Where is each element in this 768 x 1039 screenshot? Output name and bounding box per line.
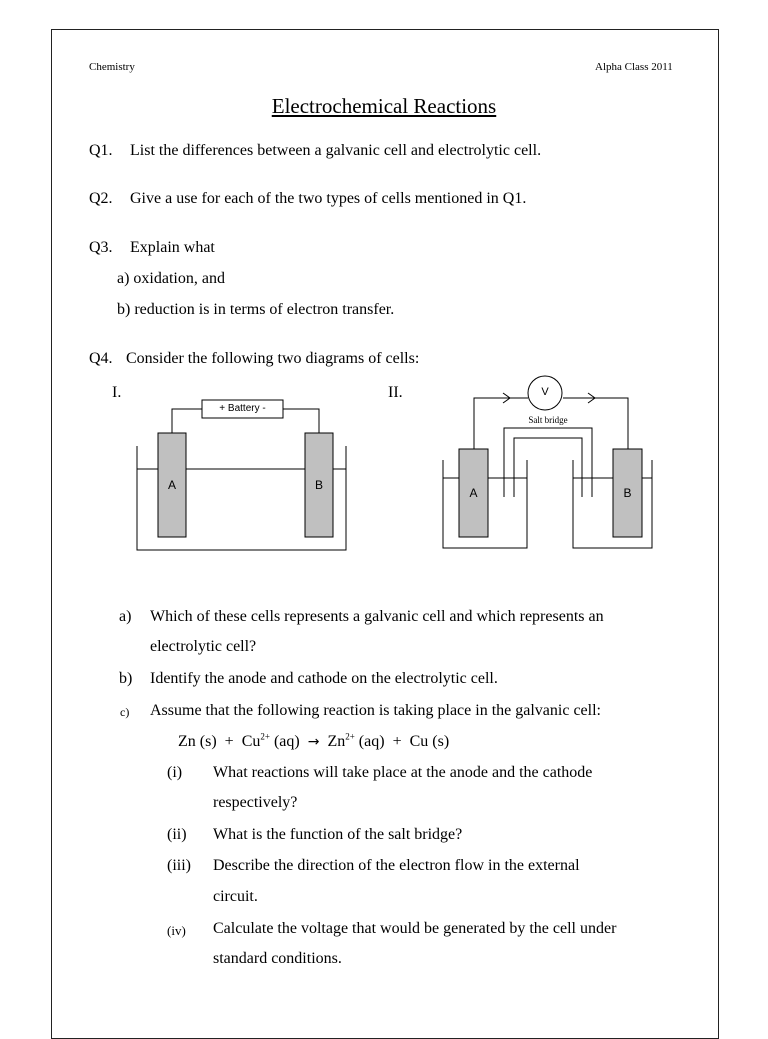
eq-plus-1: + xyxy=(224,733,234,750)
q4-text: Consider the following two diagrams of cells: xyxy=(126,350,420,367)
page-title: Electrochemical Reactions xyxy=(271,94,497,118)
reaction-equation xyxy=(178,733,449,751)
subpart-iii-line1: Describe the direction of the electron flow in the external xyxy=(213,857,580,874)
q2-number: Q2. xyxy=(89,190,113,207)
subpart-iii-line2: circuit. xyxy=(213,888,258,905)
q4-number: Q4. xyxy=(89,350,113,367)
salt-bridge-label: Salt bridge xyxy=(528,415,568,425)
subpart-ii-text: What is the function of the salt bridge? xyxy=(213,826,463,843)
diagram-1-wire-right xyxy=(283,409,319,433)
q2-text: Give a use for each of the two types of cells mentioned in Q1. xyxy=(130,190,527,207)
subpart-i-label: (i) xyxy=(167,764,183,781)
eq-zn-state: (aq) xyxy=(358,733,385,750)
subpart-i-line2: respectively? xyxy=(213,794,298,811)
eq-zn-ion: Zn xyxy=(327,733,346,750)
part-c-label: c) xyxy=(120,705,130,719)
part-a-label: a) xyxy=(119,608,132,625)
eq-cu-s: Cu (s) xyxy=(409,733,450,750)
eq-zn-charge: 2+ xyxy=(345,731,355,742)
electrode-a-label: A xyxy=(167,478,176,492)
part-b-label: b) xyxy=(119,670,133,687)
eq-zn: Zn (s) xyxy=(178,733,217,750)
subject-label: Chemistry xyxy=(89,61,135,73)
q1-text: List the differences between a galvanic cell and electrolytic cell. xyxy=(130,142,542,159)
eq-cu-state: (aq) xyxy=(273,733,300,750)
class-label: Alpha Class 2011 xyxy=(595,61,673,73)
q3-number: Q3. xyxy=(89,239,113,256)
part-a-line2: electrolytic cell? xyxy=(150,638,257,655)
part-c-text: Assume that the following reaction is taking place in the galvanic cell: xyxy=(150,702,601,719)
voltmeter-label: V xyxy=(541,386,549,398)
battery-label: + Battery - xyxy=(219,403,266,414)
diagram-1-electrolytic-cell xyxy=(137,400,346,550)
diagram-1-wire-left xyxy=(172,409,202,433)
eq-plus-2: + xyxy=(392,733,402,750)
galvanic-electrode-a-label: A xyxy=(469,486,478,500)
part-b-text: Identify the anode and cathode on the electrolytic cell. xyxy=(150,670,498,687)
subpart-iv-line2: standard conditions. xyxy=(213,950,342,967)
subpart-iv-line1: Calculate the voltage that would be generated by the cell under xyxy=(213,920,617,937)
galvanic-electrode-b-label: B xyxy=(623,486,632,500)
q3-text: Explain what xyxy=(130,239,215,256)
q1-number: Q1. xyxy=(89,142,113,159)
q3-part-a: a) oxidation, and xyxy=(117,270,225,287)
diagram-1-label: I. xyxy=(112,384,122,401)
electrode-b-label: B xyxy=(314,478,323,492)
eq-cu: Cu xyxy=(241,733,261,750)
diagram-2-galvanic-cell xyxy=(443,376,652,548)
subpart-iii-label: (iii) xyxy=(167,857,191,874)
subpart-i-line1: What reactions will take place at the anode and the cathode xyxy=(213,764,593,781)
diagram-2-salt-bridge-inner xyxy=(514,438,582,497)
reaction-arrow: → xyxy=(307,734,320,750)
eq-cu-charge: 2+ xyxy=(260,731,270,742)
diagram-2-label: II. xyxy=(388,384,403,401)
subpart-ii-label: (ii) xyxy=(167,826,187,843)
part-a-line1: Which of these cells represents a galvanic cell and which represents an xyxy=(150,608,604,625)
subpart-iv-label: (iv) xyxy=(167,923,186,938)
q3-part-b: b) reduction is in terms of electron transfer. xyxy=(117,301,395,318)
